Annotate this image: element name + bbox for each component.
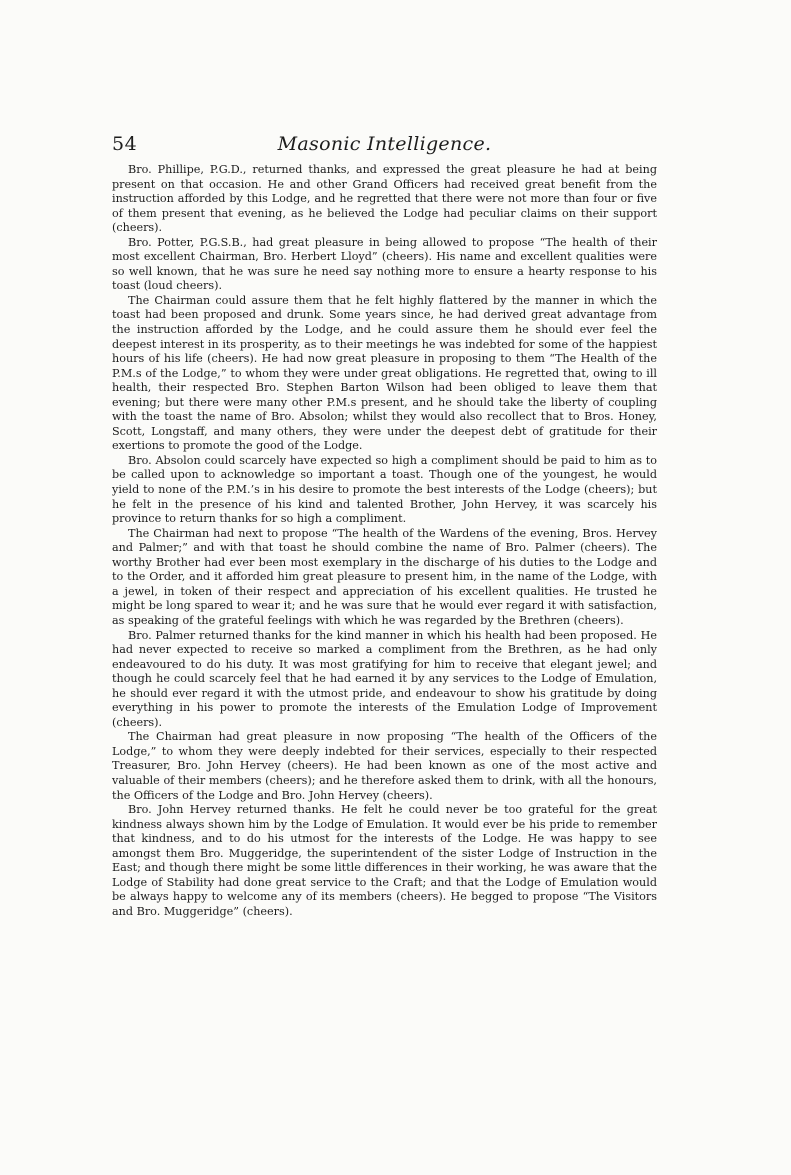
paragraph-palmer-thanks: Bro. Palmer returned thanks for the kind manner in which his health had been proposed. He had never expected to receive so marked a compliment from the Brethren, as he had only endeavoured to do his duty. It was most gratifying for him to receive that elegant jewel; and though he could scarcely feel that he had earned it by any services to the Lodge of Emulation, he should ever regard it with the utmost pride, and endeavour to show his gratitude by doing everything in his power to promote the interests of the Emulation Lodge of Improvement (cheers). — [112, 628, 657, 729]
running-title: Masonic Intelligence. — [277, 133, 492, 155]
paragraph-wardens-toast: The Chairman had next to propose “The health of the Wardens of the evening, Bros. Hervey and Palmer;” and with that toast he should combine the name of Bro. Palmer (cheers). The worthy Brother had ever been most exemplary in the discharge of his duties to the Lodge and to the Order, and it afforded him great pleasure to present him, in the name of the Lodge, with a jewel, in token of their respect and appreciation of his excellent qualities. He trusted he might be long spared to wear it; and he was sure that he would ever regard it with satisfaction, as speaking of the grateful feelings with which he was regarded by the Brethren (cheers). — [112, 526, 657, 627]
paragraph-chairman-reply: The Chairman could assure them that he felt highly flattered by the manner in which the toast had been proposed and drunk. Some years since, he had derived great advantage from the instruction afforded by the Lodge, and he could assure them he should ever feel the deepest interest in its prosperity, as to their meetings he was indebted for some of the happiest hours of his life (cheers). He had now great pleasure in proposing to them “The Health of the P.M.s of the Lodge,” to whom they were under great obligations. He regretted that, owing to ill health, their respected Bro. Stephen Barton Wilson had been obliged to leave them that evening; but there were many other P.M.s present, and he should take the liberty of coupling with the toast the name of Bro. Absolon; whilst they would also recollect that to Bros. Honey, Scott, Longstaff, and many others, they were under the deepest debt of gratitude for their exertions to promote the good of the Lodge. — [112, 293, 657, 453]
page-number: 54 — [112, 133, 138, 155]
paragraph-phillipe-thanks: Bro. Phillipe, P.G.D., returned thanks, and expressed the great pleasure he had at being present on that occasion. He and other Grand Officers had received great benefit from the instruction afforded by this Lodge, and he regretted that there were not more than four or five of them present that evening, as he believed the Lodge had peculiar claims on their support (cheers). — [112, 163, 657, 235]
article-body — [112, 163, 657, 919]
paragraph-potter-toast: Bro. Potter, P.G.S.B., had great pleasure in being allowed to propose “The health of their most excellent Chairman, Bro. Herbert Lloyd” (cheers). His name and excellent qualities were so well known, that he was sure he need say nothing more to ensure a hearty response to his toast (loud cheers). — [112, 235, 657, 293]
page-header — [112, 133, 657, 159]
paragraph-absolon-reply: Bro. Absolon could scarcely have expected so high a compliment should be paid to him as to be called upon to acknowledge so important a toast. Though one of the youngest, he would yield to none of the P.M.’s in his desire to promote the best interests of the Lodge (cheers); but he felt in the presence of his kind and talented Brother, John Hervey, it was scarcely his province to return thanks for so high a compliment. — [112, 453, 657, 526]
paragraph-officers-toast: The Chairman had great pleasure in now proposing “The health of the Officers of the Lodge,” to whom they were deeply indebted for their services, especially to their respected Treasurer, Bro. John Hervey (cheers). He had been known as one of the most active and valuable of their members (cheers); and he therefore asked them to drink, with all the honours, the Officers of the Lodge and Bro. John Hervey (cheers). — [112, 730, 657, 802]
paragraph-hervey-thanks: Bro. John Hervey returned thanks. He felt he could never be too grateful for the great kindness always shown him by the Lodge of Emulation. It would ever be his pride to remember that kindness, and to do his utmost for the interests of the Lodge. He was happy to see amongst them Bro. Muggeridge, the superintendent of the sister Lodge of Instruction in the East; and though there might be some little differences in their working, he was aware that the Lodge of Stability had done great service to the Craft; and that the Lodge of Emulation would be always happy to welcome any of its members (cheers). He begged to propose “The Visitors and Bro. Muggeridge” (cheers). — [112, 803, 657, 918]
